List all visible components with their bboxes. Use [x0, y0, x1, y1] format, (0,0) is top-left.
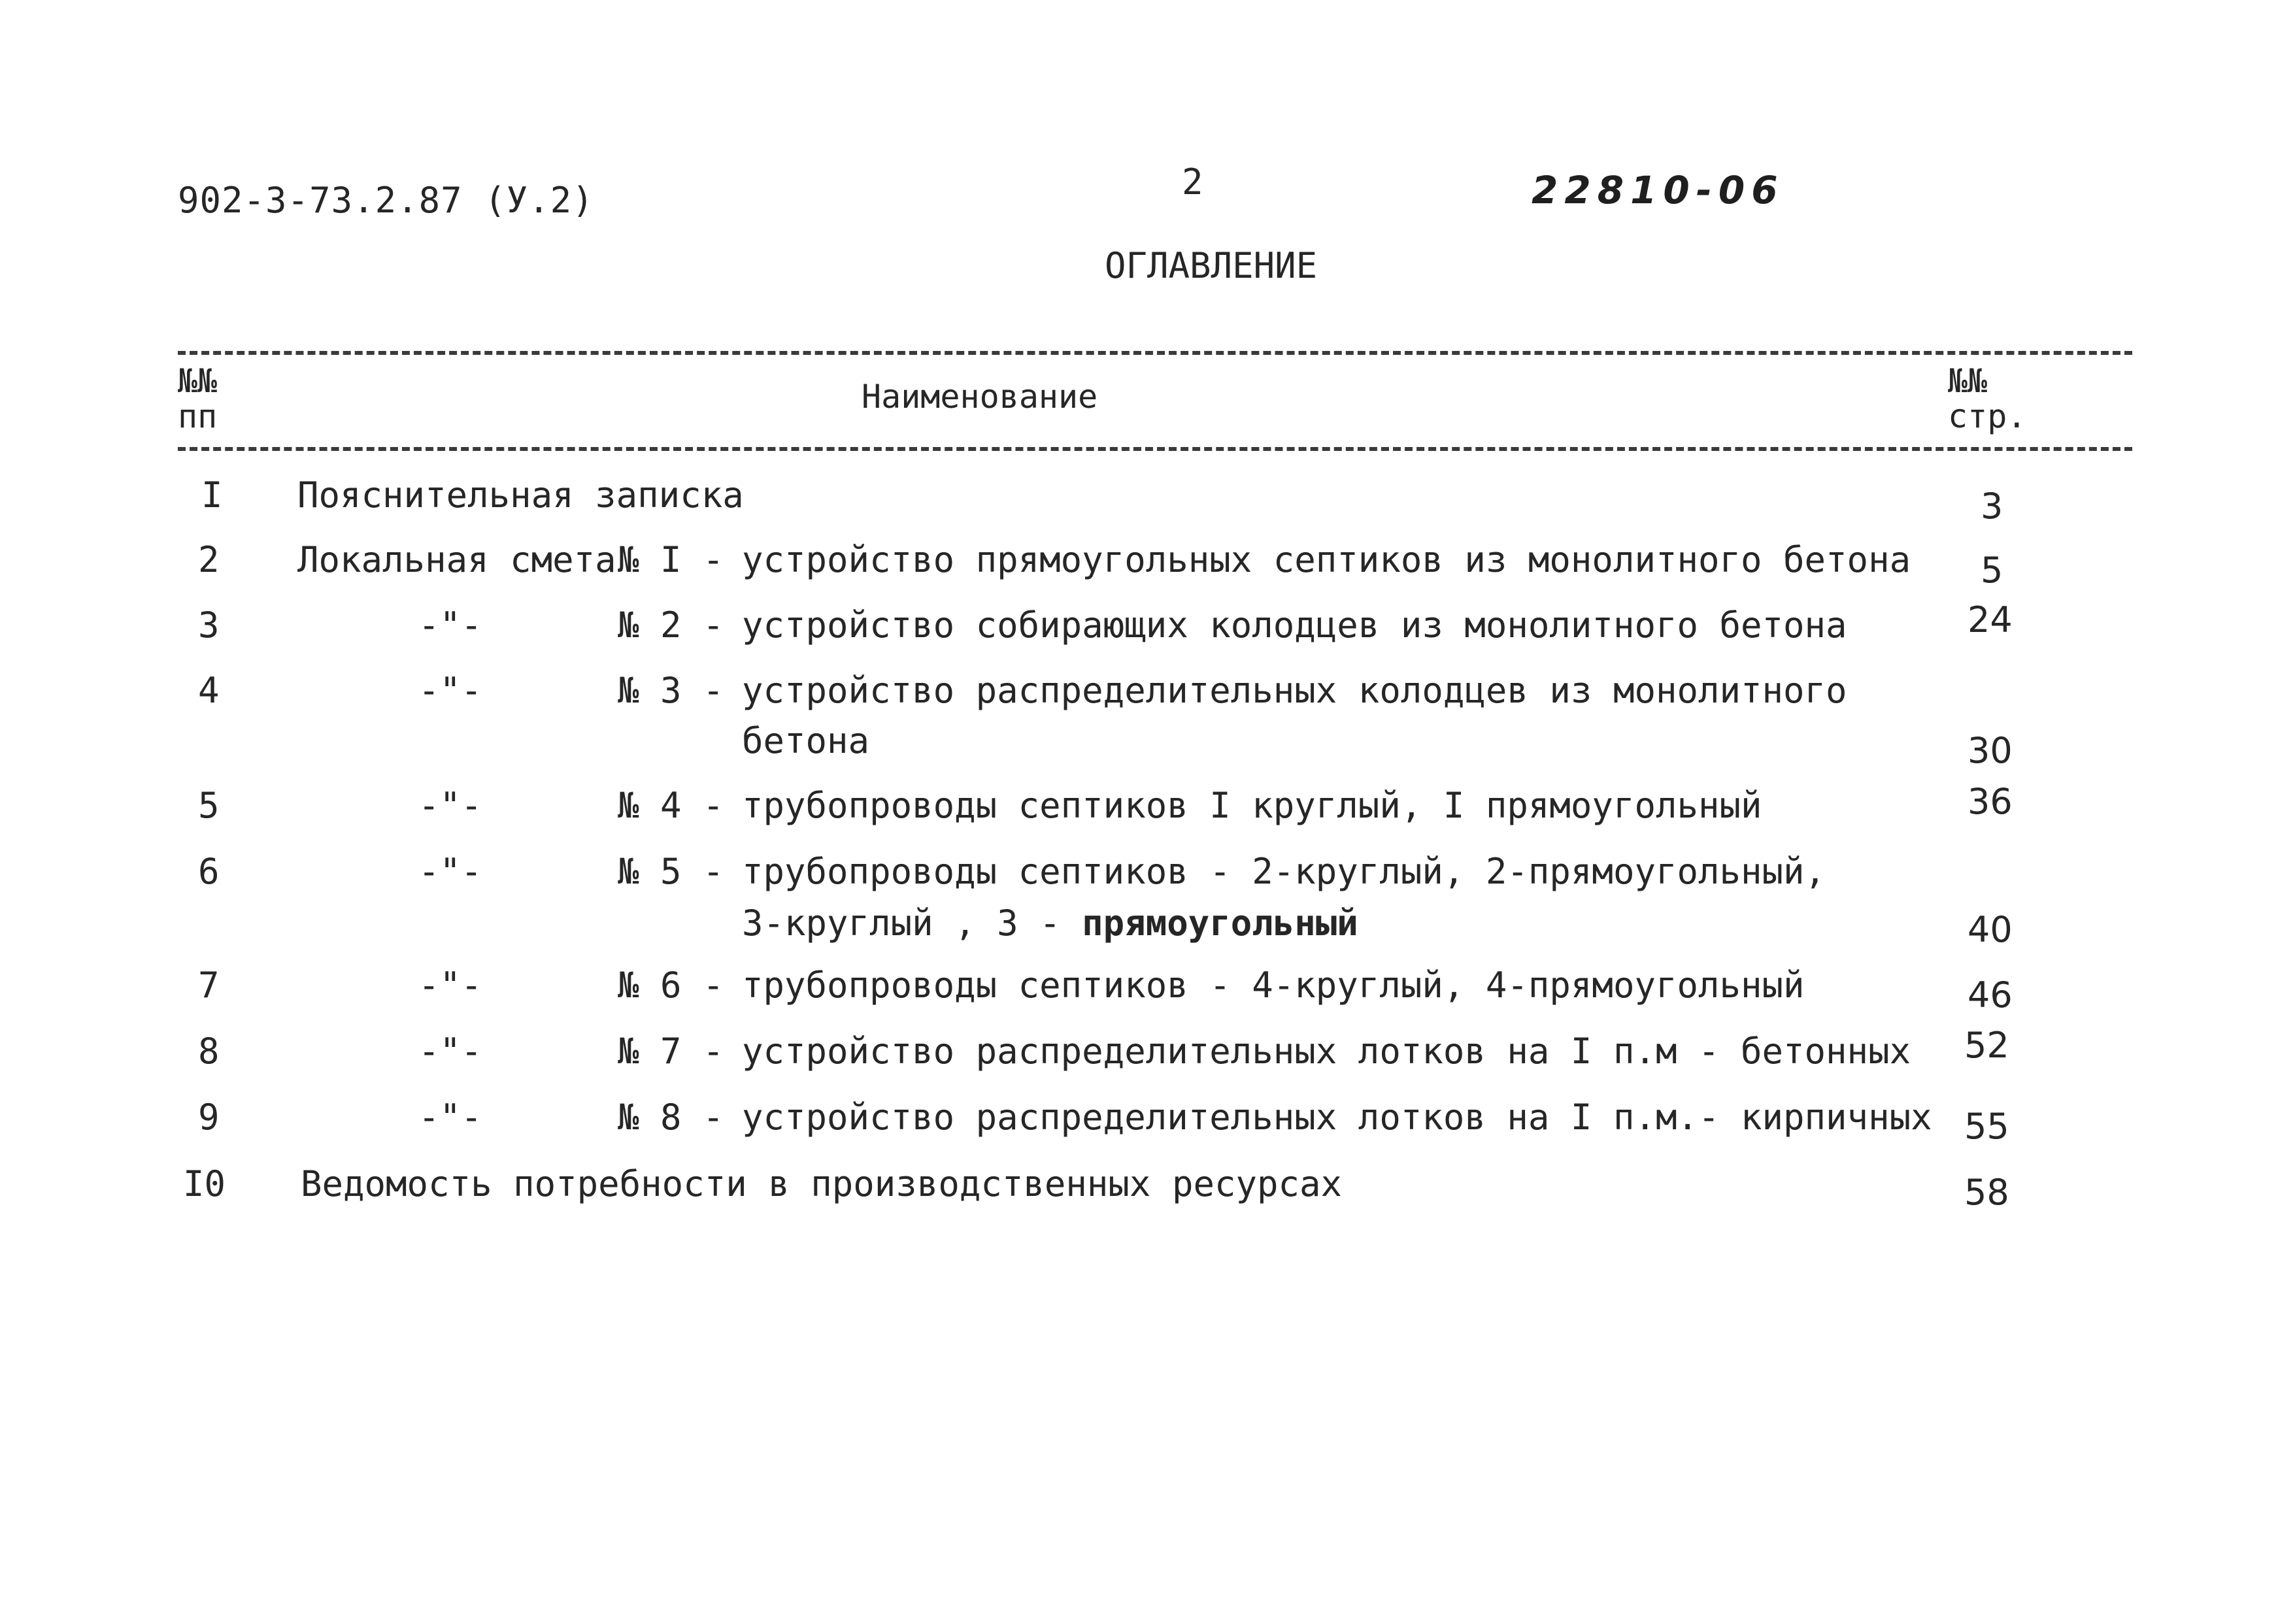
row-title: Ведомость потребности в производственных ресурсах	[301, 1163, 1343, 1204]
row-title: Пояснительная записка	[297, 474, 744, 516]
row-number: 6	[198, 851, 220, 892]
row-prefix: -"-	[418, 670, 482, 711]
page-number: 2	[1182, 161, 1203, 203]
row-number: 7	[198, 965, 220, 1006]
row-number: 5	[198, 785, 220, 826]
row-number: I	[201, 474, 223, 516]
row-description: устройство распределительных лотков на I п.м - бетонных	[742, 1031, 1911, 1072]
row-description: устройство прямоугольных септиков из монолитного бетона	[742, 539, 1911, 580]
row-description: устройство собирающих колодцев из монолитного бетона	[742, 605, 1847, 646]
row-page: 55	[1964, 1106, 2009, 1147]
column-header-number: №№	[178, 362, 218, 400]
row-estimate-number: № 2 -	[618, 605, 724, 646]
row-number: I0	[183, 1163, 226, 1204]
row-page: 52	[1964, 1025, 2009, 1066]
row-description: трубопроводы септиков I круглый, I прямоугольный	[742, 785, 1762, 826]
row-page: 58	[1964, 1172, 2009, 1213]
row-estimate-number: № 7 -	[618, 1031, 724, 1072]
column-header-page-sub: стр.	[1948, 397, 2027, 435]
row-estimate-number: № I -	[618, 539, 724, 580]
row-page: 30	[1968, 730, 2013, 771]
row-description-continued	[742, 903, 1358, 944]
row-prefix: -"-	[418, 965, 482, 1006]
row-prefix: -"-	[418, 785, 482, 826]
row-page: 24	[1968, 599, 2013, 640]
row-page: 46	[1968, 974, 2013, 1016]
row-number: 3	[198, 605, 220, 646]
row-page: 5	[1981, 550, 2003, 591]
row-description: трубопроводы септиков - 2-круглый, 2-прямоугольный,	[742, 851, 1826, 892]
row-number: 4	[198, 670, 220, 711]
table-header-rule	[178, 447, 2132, 451]
row-description: трубопроводы септиков - 4-круглый, 4-прямоугольный	[742, 965, 1805, 1006]
row-prefix: -"-	[418, 1097, 482, 1138]
row-estimate-number: № 4 -	[618, 785, 724, 826]
row-estimate-number: № 8 -	[618, 1097, 724, 1138]
page-title: ОГЛАВЛЕНИЕ	[1105, 245, 1318, 286]
row-prefix: -"-	[418, 1031, 482, 1072]
document-code: 902-3-73.2.87 (У.2)	[178, 180, 594, 221]
registration-stamp: 22810-06	[1532, 168, 1784, 212]
table-top-rule	[178, 351, 2132, 355]
row-page: 3	[1981, 486, 2003, 527]
row-prefix: Локальная смета	[297, 539, 616, 580]
row-prefix: -"-	[418, 605, 482, 646]
row-page: 36	[1968, 781, 2013, 822]
row-estimate-number: № 6 -	[618, 965, 724, 1006]
column-header-page: №№	[1948, 362, 1988, 400]
row-estimate-number: № 3 -	[618, 670, 724, 711]
row-number: 8	[198, 1031, 220, 1072]
row-description: устройство распределительных колодцев из монолитного	[742, 670, 1847, 711]
row-description-continued-part: 3-круглый , 3 -	[742, 903, 1082, 944]
row-page: 40	[1968, 909, 2013, 950]
row-estimate-number: № 5 -	[618, 851, 724, 892]
row-description-continued: бетона	[742, 720, 870, 761]
row-number: 9	[198, 1097, 220, 1138]
row-description: устройство распределительных лотков на I п.м.- кирпичных	[742, 1097, 1932, 1138]
row-description-continued-emphasis: прямоугольный	[1082, 903, 1358, 944]
row-number: 2	[198, 539, 220, 580]
column-header-number-sub: пп	[178, 397, 218, 435]
row-prefix: -"-	[418, 851, 482, 892]
column-header-name: Наименование	[862, 378, 1098, 416]
